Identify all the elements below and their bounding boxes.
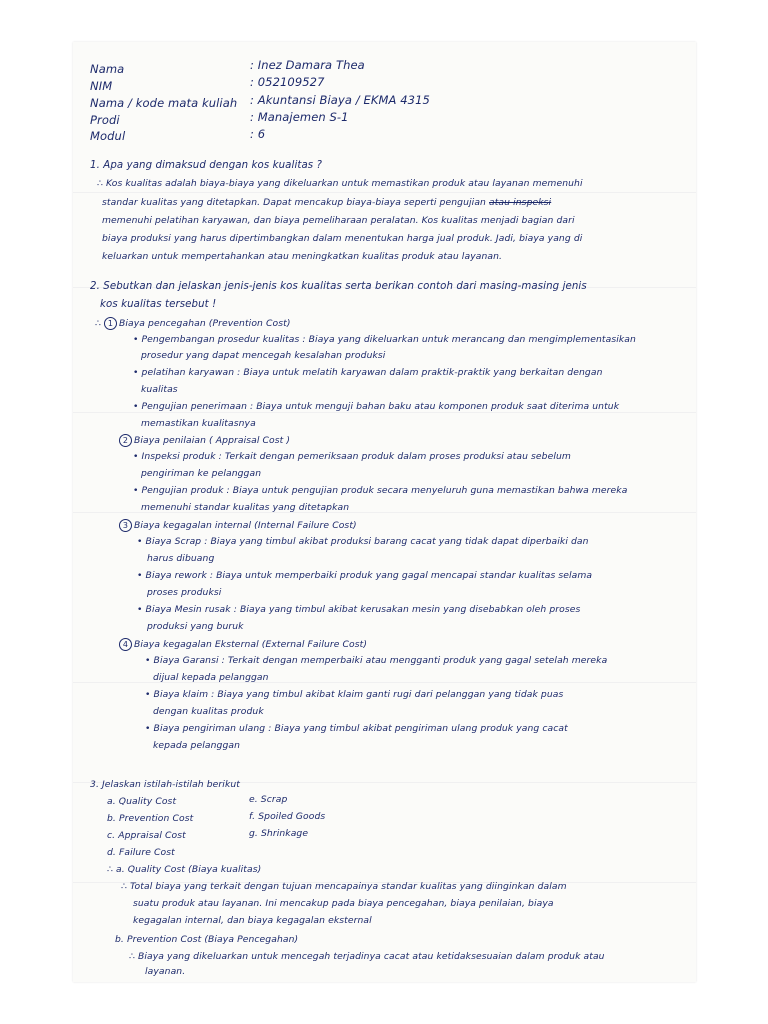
bullet-line: • Biaya klaim : Biaya yang timbul akibat klaim ganti rugi dari pelanggan yang tidak puas [145, 689, 564, 700]
answer-a-line: kegagalan internal, dan biaya kegagalan eksternal [133, 915, 372, 926]
modul-value: : 6 [250, 127, 266, 141]
bullet-line: • Biaya pengiriman ulang : Biaya yang timbul akibat pengiriman ulang produk yang cacat [145, 723, 568, 734]
category-external-failure: 4 Biaya kegagalan Eksternal (External Failure Cost) [119, 638, 367, 651]
bullet-line: • Biaya rework : Biaya untuk memperbaiki produk yang gagal mencapai standar kualitas selama [137, 570, 593, 581]
bullet-line: produksi yang buruk [147, 621, 244, 632]
answer-1-line: standar kualitas yang ditetapkan. Dapat mencakup biaya-biaya seperti pengujian atau inspeksi [102, 197, 552, 208]
handwritten-page [73, 42, 696, 982]
term-a: a. Quality Cost [107, 796, 177, 807]
prodi-value: : Manajemen S-1 [250, 110, 349, 124]
term-e: e. Scrap [249, 794, 288, 805]
term-d: d. Failure Cost [107, 847, 175, 858]
mata-kuliah-value: : Akuntansi Biaya / EKMA 4315 [250, 93, 430, 107]
category-prevention: ∴ 1 Biaya pencegahan (Prevention Cost) [95, 318, 291, 329]
question-2: 2. Sebutkan dan jelaskan jenis-jenis kos kualitas serta berikan contoh dari masing-masing jenis [90, 281, 587, 292]
answer-1-line: memenuhi pelatihan karyawan, dan biaya pemeliharaan peralatan. Kos kualitas menjadi bagian dari [102, 215, 575, 226]
answer-a-line: ∴ Total biaya yang terkait dengan tujuan mencapainya standar kualitas yang diinginkan dalam [121, 881, 567, 892]
bullet-line: • Biaya Garansi : Terkait dengan memperbaiki atau mengganti produk yang gagal setelah mereka [145, 655, 608, 666]
answer-1-line: keluarkan untuk mempertahankan atau meningkatkan kualitas produk atau layanan. [102, 251, 503, 262]
bullet-line: proses produksi [147, 587, 222, 598]
nim-label: NIM [90, 79, 113, 93]
bullet-line: • Pengujian penerimaan : Biaya untuk menguji bahan baku atau komponen produk saat diterima untuk [133, 401, 620, 412]
answer-1-line: ∴ Kos kualitas adalah biaya-biaya yang dikeluarkan untuk memastikan produk atau layanan memenuhi [97, 178, 583, 189]
modul-label: Modul [90, 129, 126, 143]
bullet-line: • Biaya Scrap : Biaya yang timbul akibat produksi barang cacat yang tidak dapat diperbaiki dan [137, 536, 589, 547]
answer-1-line: biaya produksi yang harus dipertimbangkan dalam menentukan harga jual produk. Jadi, biaya yang di [102, 233, 583, 244]
question-1: 1. Apa yang dimaksud dengan kos kualitas ? [90, 160, 323, 171]
bullet-line: • Inspeksi produk : Terkait dengan pemeriksaan produk dalam proses produksi atau sebelum [133, 451, 571, 462]
bullet-line: memenuhi standar kualitas yang ditetapkan [141, 502, 350, 513]
answer-b-title: b. Prevention Cost (Biaya Pencegahan) [115, 934, 299, 945]
answer-a-title: ∴ a. Quality Cost (Biaya kualitas) [107, 864, 262, 875]
nama-label: Nama [90, 62, 125, 76]
bullet-line: • Pengembangan prosedur kualitas : Biaya yang dikeluarkan untuk merancang dan mengimplementasikan [133, 334, 636, 345]
answer-a-line: suatu produk atau layanan. Ini mencakup pada biaya pencegahan, biaya penilaian, biaya [133, 898, 554, 909]
term-g: g. Shrinkage [249, 828, 309, 839]
prodi-label: Prodi [90, 113, 120, 127]
bullet-line: kepada pelanggan [153, 740, 241, 751]
question-2-cont: kos kualitas tersebut ! [100, 299, 217, 310]
nim-value: : 052109527 [250, 75, 325, 89]
term-f: f. Spoiled Goods [249, 811, 326, 822]
bullet-line: • Pengujian produk : Biaya untuk pengujian produk secara menyeluruh guna memastikan bahwa mereka [133, 485, 628, 496]
bullet-line: dijual kepada pelanggan [153, 672, 269, 683]
struck-text: atau inspeksi [489, 197, 552, 208]
answer-b-line: layanan. [145, 966, 186, 977]
question-3: 3. Jelaskan istilah-istilah berikut [90, 779, 241, 790]
bullet-line: memastikan kualitasnya [141, 418, 256, 429]
category-internal-failure: 3 Biaya kegagalan internal (Internal Failure Cost) [119, 519, 357, 532]
bullet-line: kualitas [141, 384, 178, 395]
term-c: c. Appraisal Cost [107, 830, 186, 841]
bullet-line: dengan kualitas produk [153, 706, 264, 717]
term-b: b. Prevention Cost [107, 813, 194, 824]
bullet-line: prosedur yang dapat mencegah kesalahan produksi [141, 350, 386, 361]
answer-b-line: ∴ Biaya yang dikeluarkan untuk mencegah terjadinya cacat atau ketidaksesuaian dalam produk atau [129, 951, 605, 962]
bullet-line: • pelatihan karyawan : Biaya untuk melatih karyawan dalam praktik-praktik yang berkaitan dengan [133, 367, 603, 378]
bullet-line: pengiriman ke pelanggan [141, 468, 262, 479]
bullet-line: • Biaya Mesin rusak : Biaya yang timbul akibat kerusakan mesin yang disebabkan oleh proses [137, 604, 581, 615]
mata-kuliah-label: Nama / kode mata kuliah [90, 96, 238, 110]
bullet-line: harus dibuang [147, 553, 215, 564]
category-appraisal: 2 Biaya penilaian ( Appraisal Cost ) [119, 434, 290, 447]
nama-value: : Inez Damara Thea [250, 58, 365, 72]
